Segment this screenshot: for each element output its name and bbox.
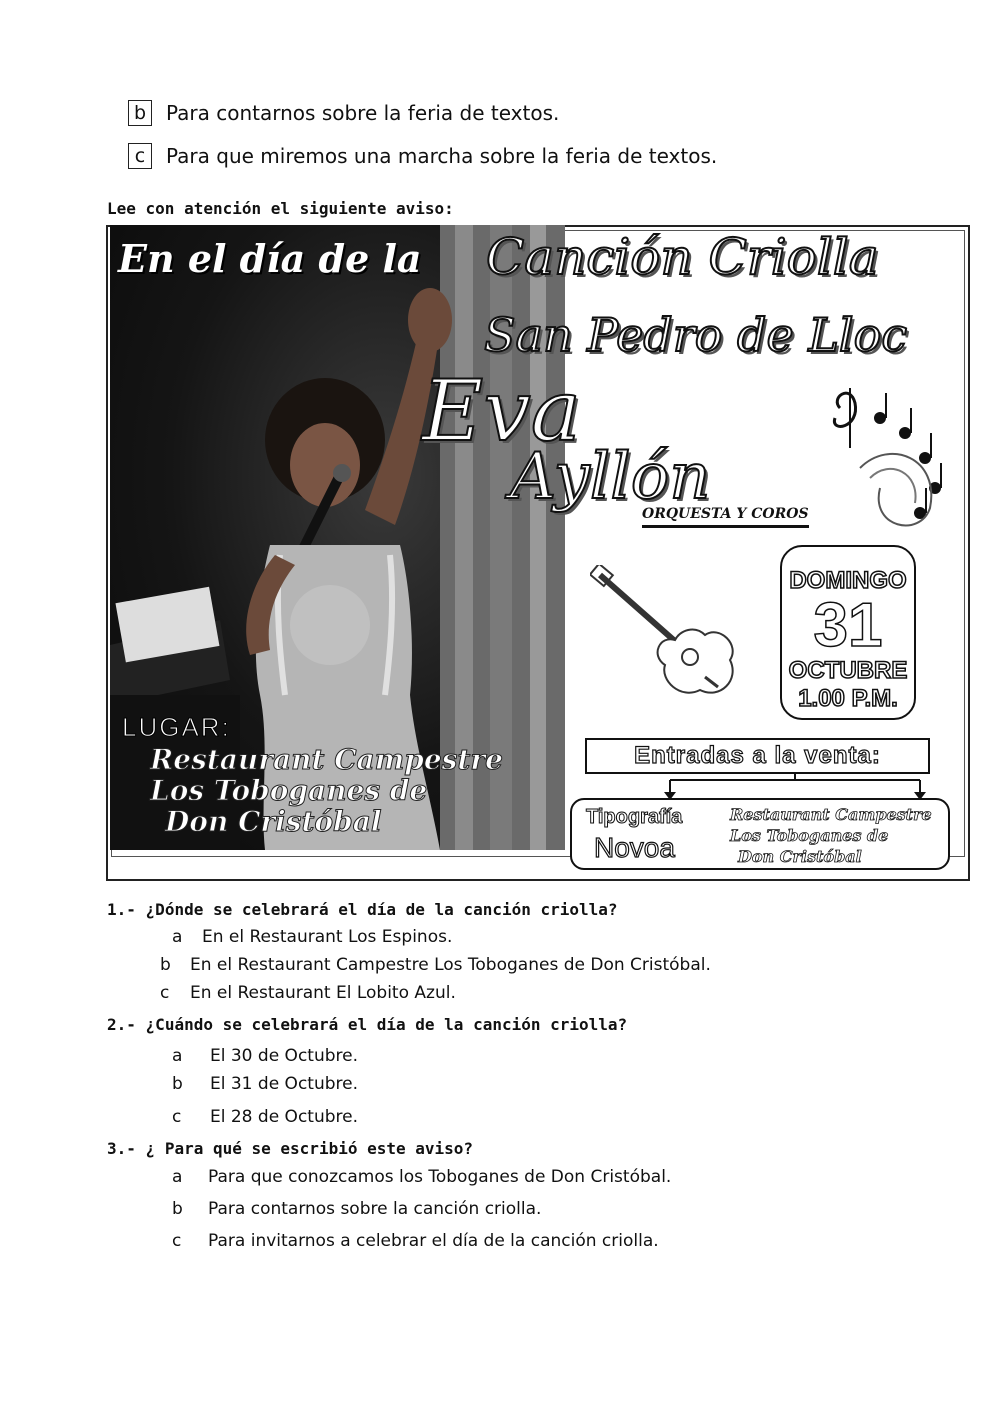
event-date-box [780,545,916,720]
question-number: 1.- [107,900,136,919]
date-time: 1.00 P.M. [798,685,898,712]
poster-title-line2: Canción Criolla [486,228,879,286]
answer-3c[interactable] [172,1231,659,1251]
answer-text: El 30 de Octubre. [210,1046,358,1066]
sale-point-1-line1: Tipografía [586,806,683,828]
question-text: ¿Cuándo se celebrará el día de la canción criolla? [145,1015,628,1034]
answer-letter: c [160,983,170,1003]
answer-letter: a [172,1167,183,1187]
tickets-label: Entradas a la venta: [634,742,881,769]
answer-letter: b [160,955,171,975]
question-text: ¿ Para qué se escribió este aviso? [145,1139,474,1158]
venue-line-2: Los Toboganes de [150,774,428,807]
instruction-text: Lee con atención el siguiente aviso: [107,199,454,218]
answer-3b[interactable] [172,1199,541,1219]
answer-letter: c [172,1231,182,1251]
answer-letter: c [172,1107,182,1127]
sale-points-box [570,798,950,870]
answer-text: El 28 de Octubre. [210,1107,358,1127]
question-text: ¿Dónde se celebrará el día de la canción criolla? [145,900,618,919]
answer-letter: b [172,1199,183,1219]
answer-text: El 31 de Octubre. [210,1074,358,1094]
answer-text: Para que conozcamos los Toboganes de Don Cristóbal. [208,1167,672,1187]
venue-line-1: Restaurant Campestre [150,743,503,776]
answer-2b[interactable] [172,1074,358,1094]
top-option-c[interactable] [128,143,717,169]
answer-text: Para contarnos sobre la canción criolla. [208,1199,542,1219]
question-3 [107,1139,473,1158]
sale-point-2-line2: Los Toboganes de [730,826,889,845]
answer-letter: a [172,927,183,947]
guitar-icon [590,565,750,705]
lugar-label: LUGAR: [122,712,231,742]
answer-3a[interactable] [172,1167,671,1187]
option-checkbox[interactable]: c [128,143,152,169]
question-1 [107,900,618,919]
answer-letter: a [172,1046,183,1066]
answer-text: En el Restaurant El Lobito Azul. [190,983,456,1003]
artist-last-name: Ayllón [510,440,711,514]
answer-letter: b [172,1074,183,1094]
answer-text: Para invitarnos a celebrar el día de la canción criolla. [208,1231,659,1251]
answer-1c[interactable] [160,983,456,1003]
sale-point-2-line3: Don Cristóbal [738,847,862,866]
sale-point-1-line2: Novoa [594,832,675,863]
answer-text: En el Restaurant Los Espinos. [202,927,453,947]
option-text: Para contarnos sobre la feria de textos. [166,101,560,125]
option-checkbox[interactable]: b [128,100,152,126]
answer-1a[interactable] [172,927,452,947]
date-day-name: DOMINGO [789,567,907,594]
question-number: 2.- [107,1015,136,1034]
option-text: Para que miremos una marcha sobre la feria de textos. [166,144,718,168]
poster-location-title: San Pedro de Lloc [484,308,908,362]
venue-line-3: Don Cristóbal [165,805,382,838]
top-option-b[interactable] [128,100,559,126]
question-number: 3.- [107,1139,136,1158]
music-notes-icon [820,378,960,538]
question-2 [107,1015,627,1034]
answer-2c[interactable] [172,1107,358,1127]
answer-1b[interactable] [160,955,711,975]
date-day-number: 31 [813,591,883,660]
date-month: OCTUBRE [788,657,908,684]
sale-point-2-line1: Restaurant Campestre [730,805,932,824]
answer-text: En el Restaurant Campestre Los Toboganes de Don Cristóbal. [190,955,711,975]
artist-first-name: Eva [422,362,581,460]
poster-title-line1: En el día de la [118,236,422,281]
orchestra-label: ORQUESTA Y COROS [642,506,809,528]
answer-2a[interactable] [172,1046,358,1066]
tickets-box [585,738,930,774]
